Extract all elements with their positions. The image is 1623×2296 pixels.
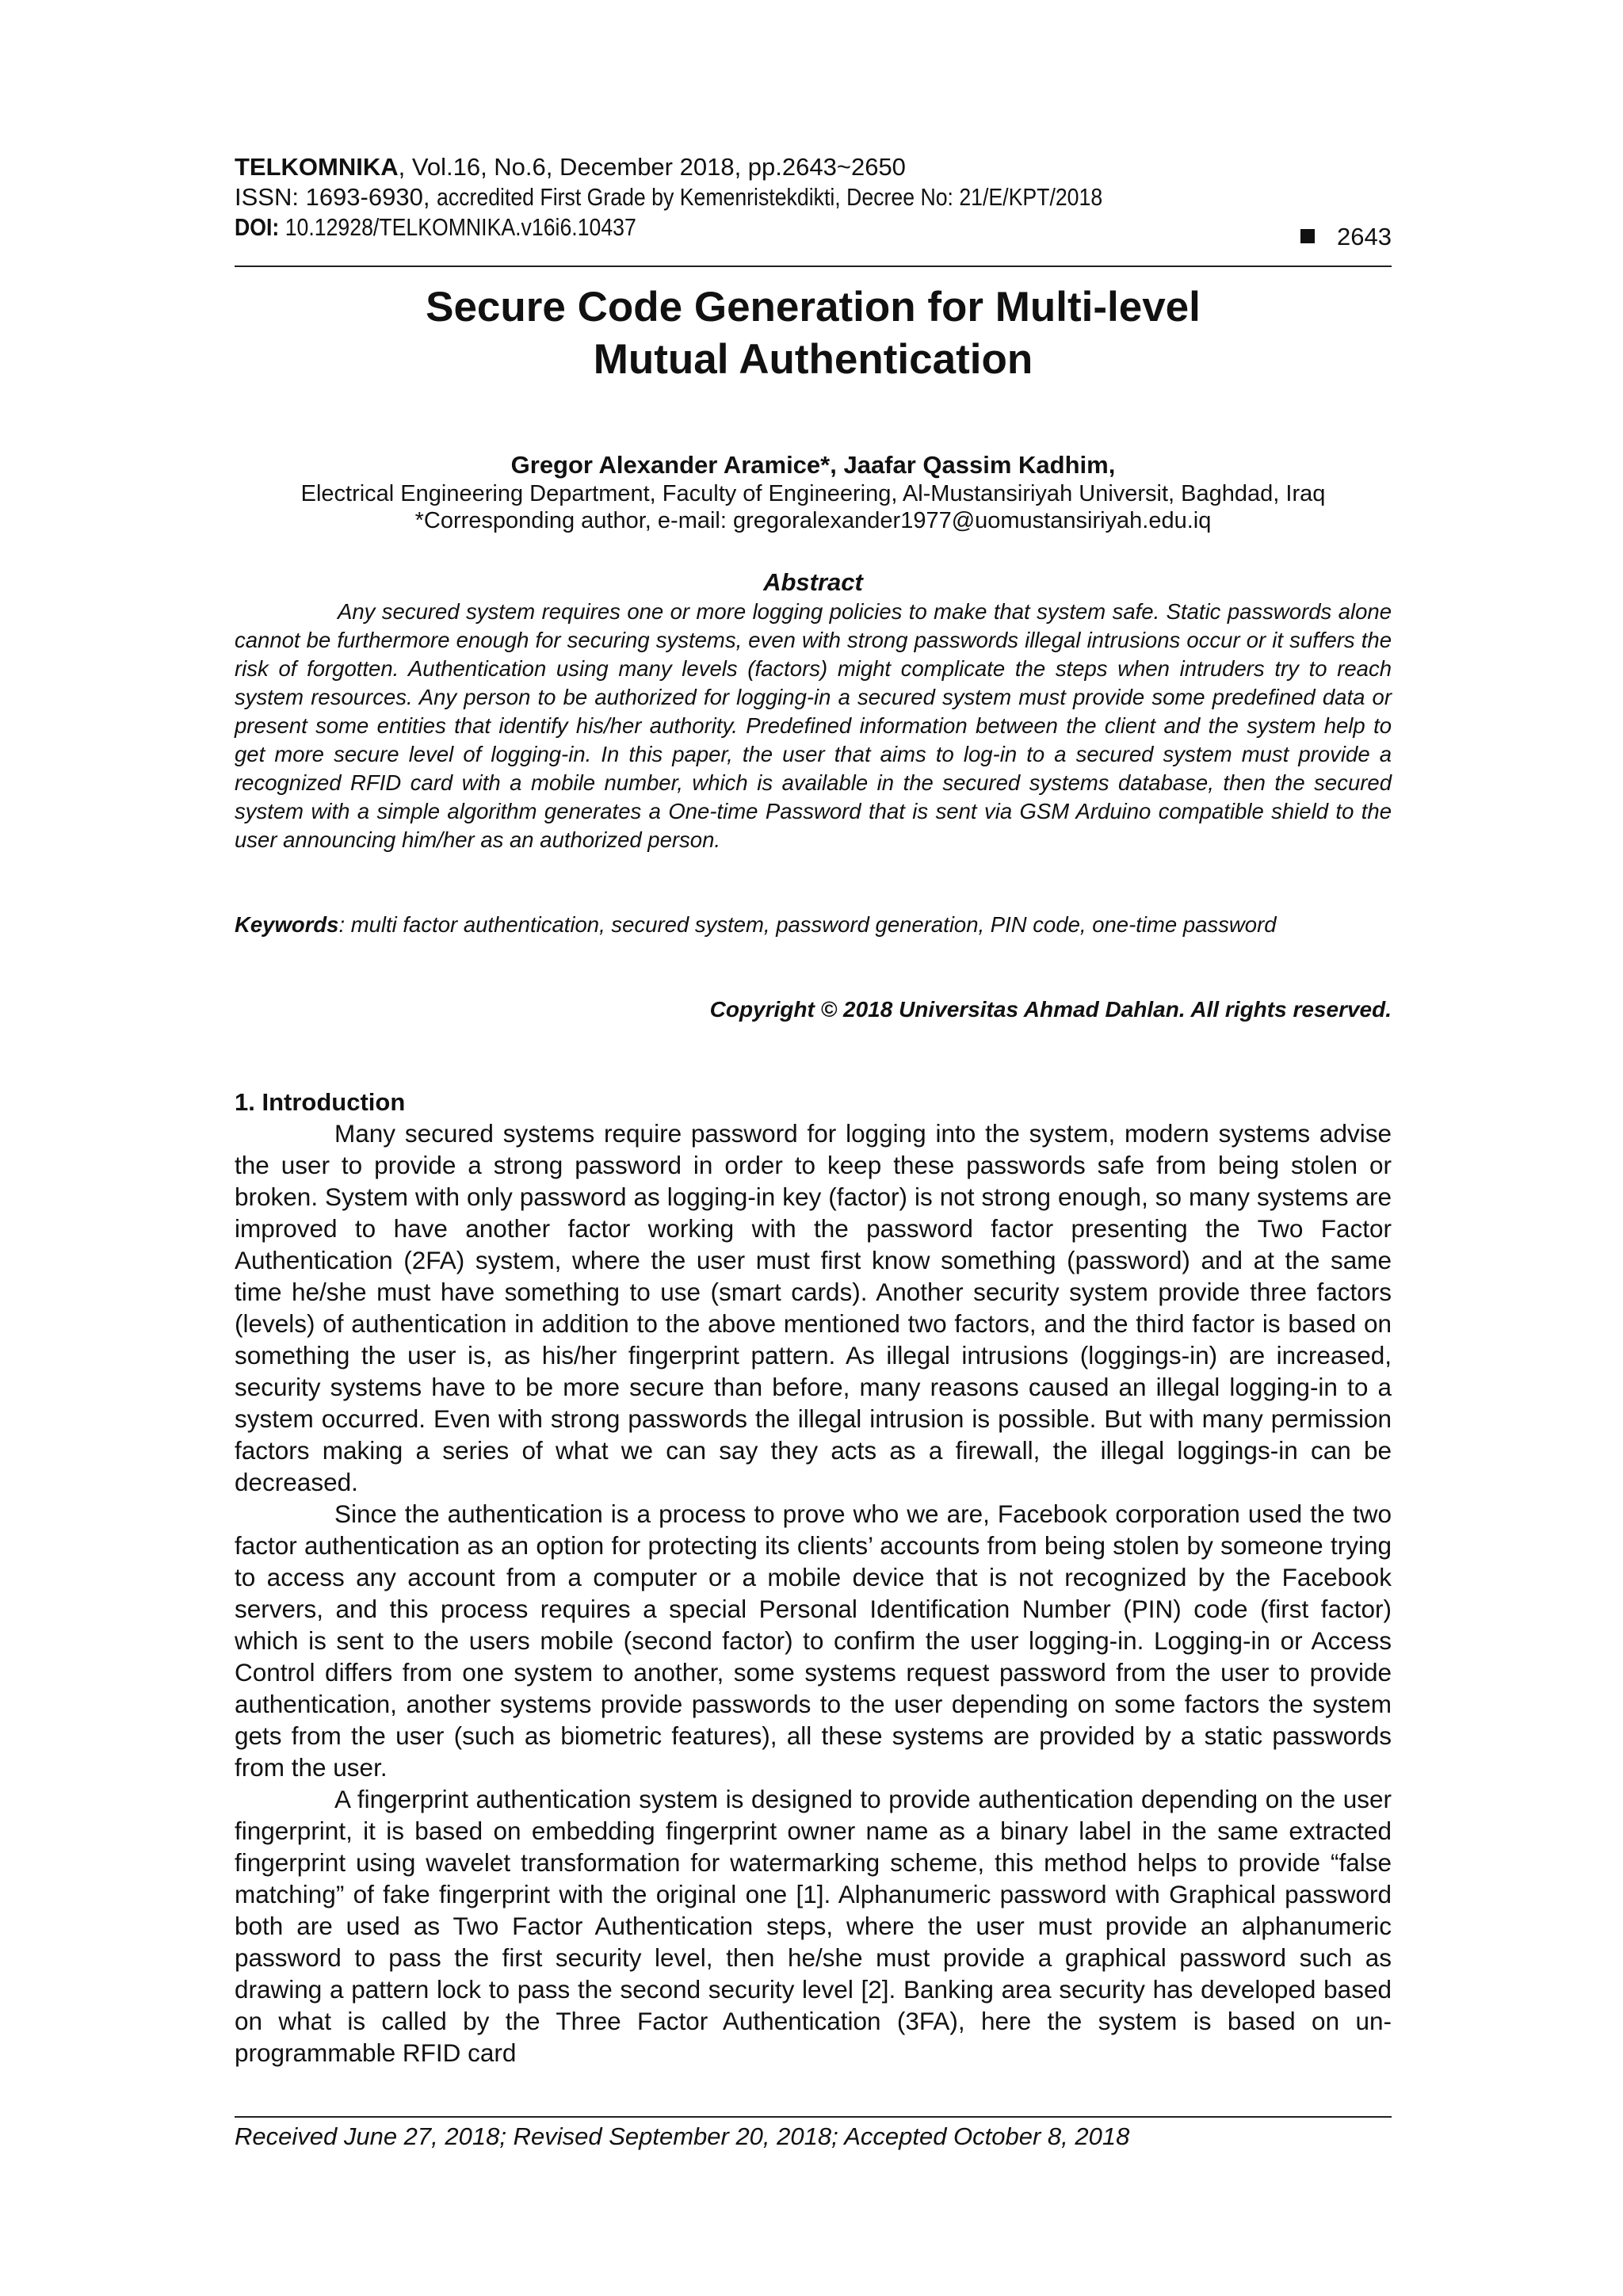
doi-label: DOI:	[235, 213, 285, 241]
footer-divider	[235, 2116, 1392, 2118]
introduction-body	[235, 1117, 1392, 2069]
paper-title-line-1: Secure Code Generation for Multi-level	[426, 284, 1201, 330]
issn-label: ISSN: 1693-6930,	[235, 183, 437, 211]
body-paragraph: A fingerprint authentication system is designed to provide authentication depending on the user fingerprint, it is based on embedding fingerprint owner name as a binary label in the same extracted fingerprint using wavelet transformation for watermarking scheme, this method helps to provide “false matching” of fake fingerprint with the original one [1]. Alphanumeric password with Graphical password both are used as Two Factor Authentication steps, where the user must provide an alphanumeric password to pass the first security level, then he/she must provide a graphical password such as drawing a pattern lock to pass the second security level [2]. Banking area security has developed based on what is called by the Three Factor Authentication (3FA), here the system is based on un-programmable RFID card	[235, 1785, 1392, 2067]
page-number	[1300, 222, 1392, 252]
journal-citation-line	[235, 152, 1392, 182]
copyright-notice: Copyright © 2018 Universitas Ahmad Dahlan. All rights reserved.	[709, 997, 1392, 1022]
page-number-value: 2643	[1337, 223, 1392, 250]
journal-volume-info: , Vol.16, No.6, December 2018, pp.2643~2650	[398, 153, 906, 181]
corresponding-author: *Corresponding author, e-mail: gregoralexander1977@uomustansiriyah.edu.iq	[414, 508, 1212, 533]
keywords-label: Keywords	[235, 912, 339, 937]
author-affiliation-block	[235, 480, 1392, 534]
keywords-text: : multi factor authentication, secured system, password generation, PIN code, one-time password	[338, 912, 1277, 937]
abstract-heading: Abstract	[763, 568, 863, 596]
keywords	[235, 910, 1392, 939]
paper-title	[235, 281, 1392, 386]
doi-value: 10.12928/TELKOMNIKA.v16i6.10437	[285, 213, 636, 241]
journal-name: TELKOMNIKA	[235, 153, 399, 181]
affiliation: Electrical Engineering Department, Faculty of Engineering, Al-Mustansiriyah Universit, Baghdad, Iraq	[300, 481, 1326, 506]
header-divider	[235, 266, 1392, 267]
body-paragraph: Since the authentication is a process to prove who we are, Facebook corporation used the two factor authentication as an option for protecting its clients’ accounts from being stolen by someone trying to access any account from a computer or a mobile device that is not recognized by the Facebook servers, and this process requires a special Personal Identification Number (PIN) code (first factor) which is sent to the users mobile (second factor) to confirm the user logging-in. Logging-in or Access Control differs from one system to another, some systems request password from the user to provide authentication, another systems provide passwords to the user depending on some factors the system gets from the user (such as biometric features), all these systems are provided by a static passwords from the user.	[235, 1499, 1392, 1782]
doi-line	[235, 212, 1392, 243]
body-paragraph: Many secured systems require password for logging into the system, modern systems advise the user to provide a strong password in order to keep these passwords safe from being stolen or broken. System with only password as logging-in key (factor) is not strong enough, so many systems are improved to have another factor working with the password factor presenting the Two Factor Authentication (2FA) system, where the user must first know something (password) and at the same time he/she must have something to use (smart cards). Another security system provide three factors (levels) of authentication in addition to the above mentioned two factors, and the third factor is based on something the user is, as his/her fingerprint pattern. As illegal intrusions (loggings-in) are increased, security systems have to be more secure than before, many reasons caused an illegal logging-in to a system occurred. Even with strong passwords the illegal intrusion is possible. But with many permission factors making a series of what we can say they acts as a firewall, the illegal loggings-in can be decreased.	[235, 1119, 1392, 1496]
issn-line	[235, 182, 1392, 212]
square-bullet-icon	[1300, 229, 1315, 243]
abstract-text: Any secured system requires one or more logging policies to make that system safe. Static passwords alone cannot be furthermore enough for securing systems, even with strong passwords illegal intrusions occur or it suffers the risk of forgotten. Authentication using many levels (factors) might complicate the steps when intruders try to reach system resources. Any person to be authorized for logging-in a secured system must provide some predefined data or present some entities that identify his/her authority. Predefined information between the client and the system help to get more secure level of logging-in. In this paper, the user that aims to log-in to a secured system must provide a recognized RFID card with a mobile number, which is available in the secured systems database, then the secured system with a simple algorithm generates a One-time Password that is sent via GSM Arduino compatible shield to the user announcing him/her as an authorized person.	[235, 599, 1392, 852]
author-list: Gregor Alexander Aramice*, Jaafar Qassim Kadhim,	[510, 451, 1116, 479]
submission-dates: Received June 27, 2018; Revised September 20, 2018; Accepted October 8, 2018	[235, 2122, 1130, 2150]
issn-accreditation: accredited First Grade by Kemenristekdikti, Decree No: 21/E/KPT/2018	[437, 183, 1103, 211]
paper-title-line-2: Mutual Authentication	[593, 336, 1033, 383]
section-heading-introduction: 1. Introduction	[235, 1088, 406, 1116]
journal-header	[235, 152, 1392, 250]
